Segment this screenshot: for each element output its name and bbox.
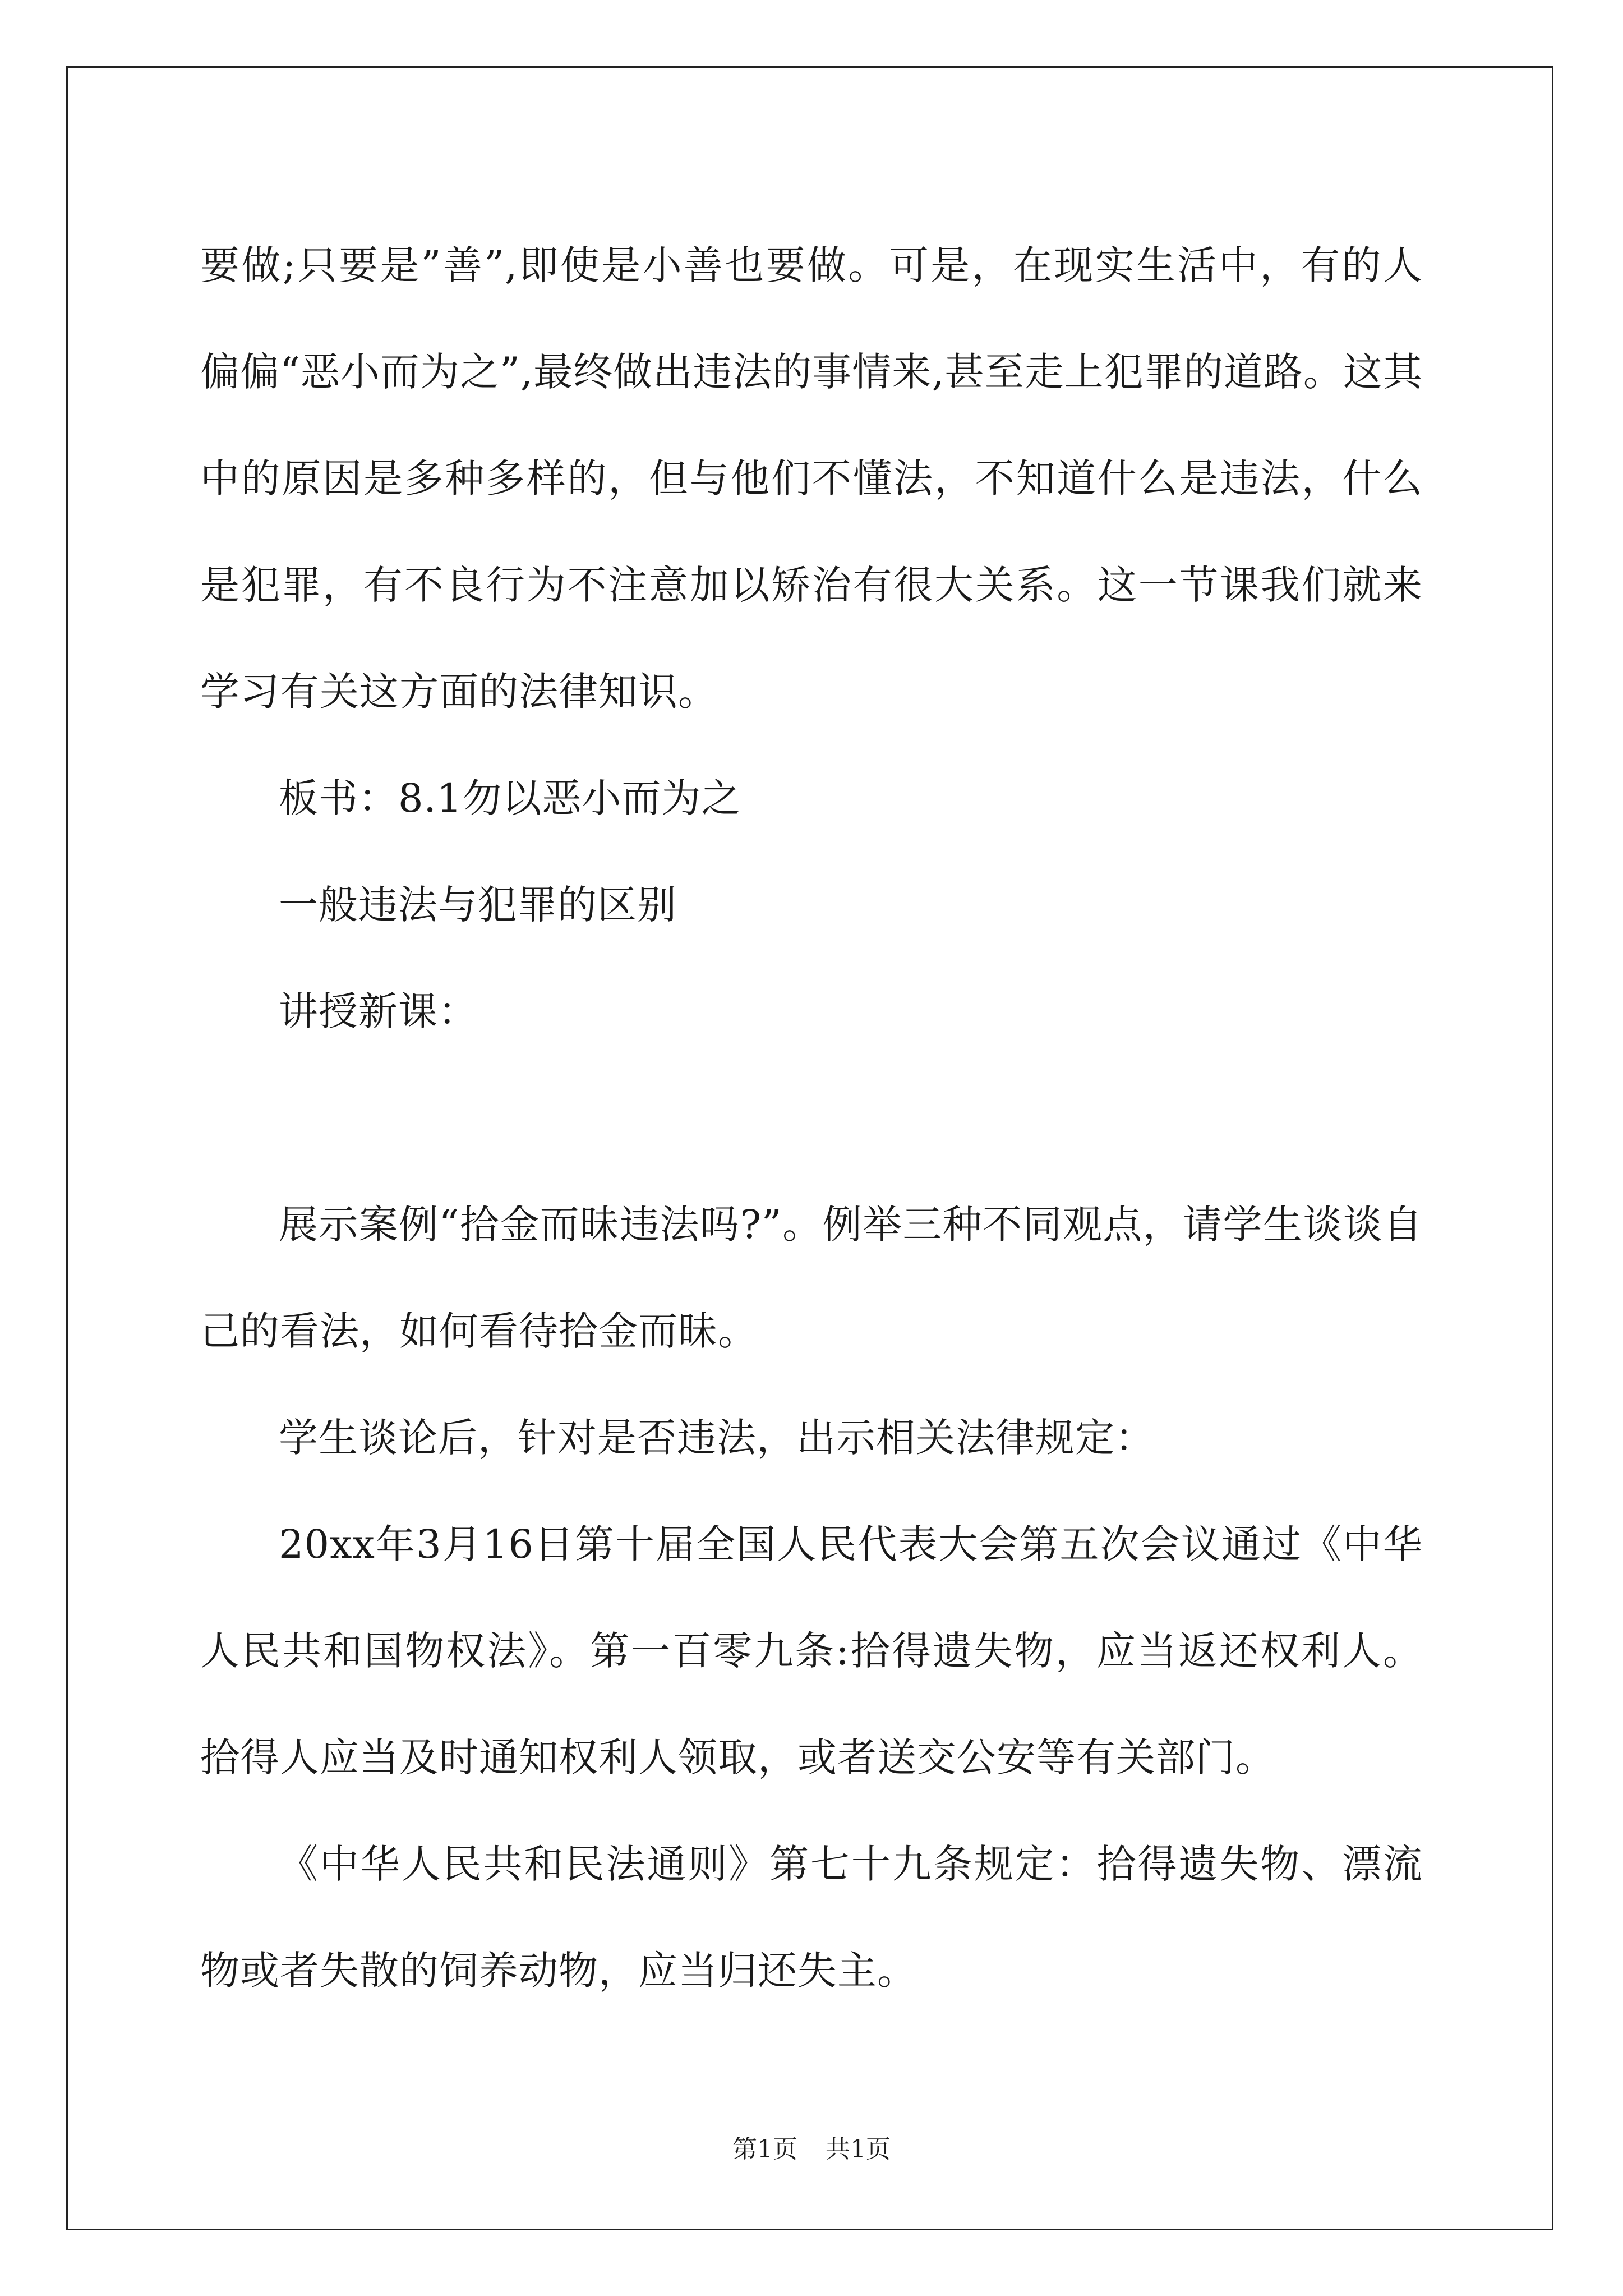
document-body <box>200 212 1423 2024</box>
paragraph-subtitle: 一般违法与犯罪的区别 <box>279 882 677 928</box>
paragraph-discussion: 学生谈论后，针对是否违法，出示相关法律规定： <box>279 1415 1155 1461</box>
paragraph-intro: 要做;只要是”善”,即使是小善也要做。可是，在现实生活中，有的人偏偏“恶小而为之”,最终做出违法的事情来,甚至走上犯罪的道路。这其中的原因是多种多样的，但与他们不懂法，不知道什么是违法，什么是犯罪，有不良行为不注意加以矫治有很大关系。这一节课我们就来学习有关这方面的法律知识。 <box>200 242 1423 715</box>
page-footer <box>0 2129 1623 2165</box>
paragraph-civil-law: 《中华人民共和民法通则》第七十九条规定：拾得遗失物、漂流物或者失散的饲养动物，应当归还失主。 <box>200 1841 1423 1994</box>
paragraph-new-lesson: 讲授新课： <box>279 988 478 1034</box>
page-total: 共1页 <box>826 2135 891 2164</box>
paragraph-blackboard: 板书：8.1勿以恶小而为之 <box>279 775 741 821</box>
page-number: 第1页 <box>732 2135 797 2164</box>
paragraph-case: 展示案例“拾金而昧违法吗?”。例举三种不同观点，请学生谈谈自己的看法，如何看待拾金而昧。 <box>200 1202 1423 1354</box>
paragraph-property-law: 20xx年3月16日第十届全国人民代表大会第五次会议通过《中华人民共和国物权法》。第一百零九条:拾得遗失物，应当返还权利人。拾得人应当及时通知权利人领取，或者送交公安等有关部门。 <box>200 1521 1423 1780</box>
